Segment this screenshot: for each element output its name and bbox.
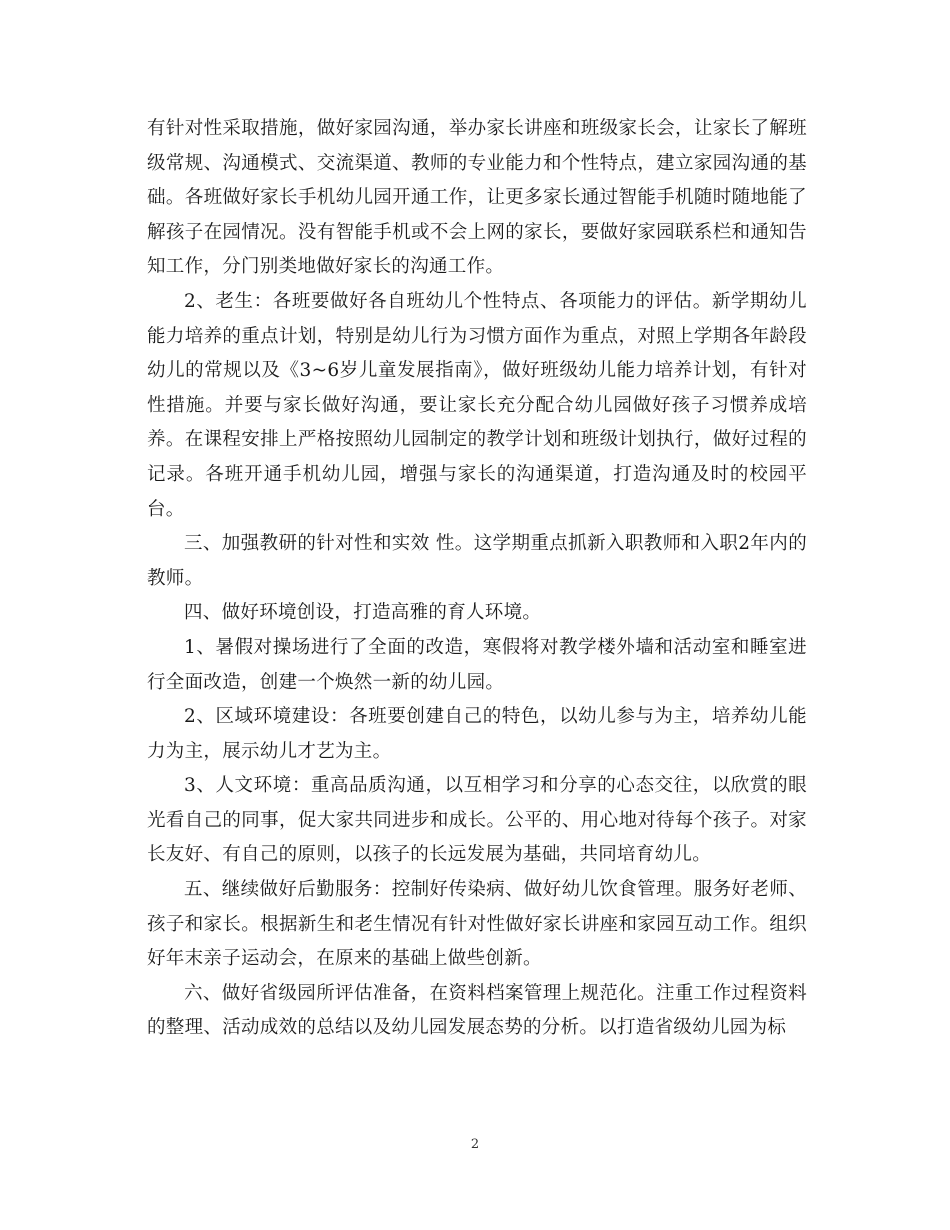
- paragraph-9: 六、做好省级园所评估准备，在资料档案管理上规范化。注重工作过程资料的整理、活动成效的总结以及幼儿园发展态势的分析。以打造省级幼儿园为标: [147, 982, 807, 1039]
- paragraph-2: 2、老生：各班要做好各自班幼儿个性特点、各项能力的评估。新学期幼儿能力培养的重点计划，特别是幼儿行为习惯方面作为重点，对照上学期各年龄段幼儿的常规以及《3~6岁儿童发展指南》，做好班级幼儿能力培养计划，有针对性措施。并要与家长做好沟通，要让家长充分配合幼儿园做好孩子习惯养成培养。在课程安排上严格按照幼儿园制定的教学计划和班级计划执行，做好过程的记录。各班开通手机幼儿园，增强与家长的沟通渠道，打造沟通及时的校园平台。: [147, 290, 807, 520]
- paragraph-4: 四、做好环境创设，打造高雅的育人环境。: [184, 602, 542, 624]
- page-number: 2: [470, 1137, 480, 1152]
- paragraph-8: 五、继续做好后勤服务：控制好传染病、做好幼儿饮食管理。服务好老师、孩子和家长。根据新生和老生情况有针对性做好家长讲座和家园互动工作。组织好年末亲子运动会，在原来的基础上做些创新。: [147, 879, 807, 970]
- paragraph-1: 有针对性采取措施，做好家园沟通，举办家长讲座和班级家长会，让家长了解班级常规、沟通模式、交流渠道、教师的专业能力和个性特点，建立家园沟通的基础。各班做好家长手机幼儿园开通工作，让更多家长通过智能手机随时随地能了解孩子在园情况。没有智能手机或不会上网的家长，要做好家园联系栏和通知告知工作，分门别类地做好家长的沟通工作。: [147, 118, 807, 278]
- document-body: [147, 112, 807, 1046]
- paragraph-3: 三、加强教研的针对性和实效 性。这学期重点抓新入职教师和入职2年内的教师。: [147, 533, 807, 589]
- paragraph-6: 2、区域环境建设：各班要创建自己的特色，以幼儿参与为主，培养幼儿能力为主，展示幼儿才艺为主。: [147, 706, 807, 762]
- paragraph-7: 3、人文环境：重高品质沟通，以互相学习和分享的心态交往，以欣赏的眼光看自己的同事，促大家共同进步和成长。公平的、用心地对待每个孩子。对家长友好、有自己的原则，以孩子的长远发展为基础，共同培育幼儿。: [147, 775, 807, 866]
- paragraph-5: 1、暑假对操场进行了全面的改造，寒假将对教学楼外墙和活动室和睡室进行全面改造，创建一个焕然一新的幼儿园。: [147, 636, 807, 693]
